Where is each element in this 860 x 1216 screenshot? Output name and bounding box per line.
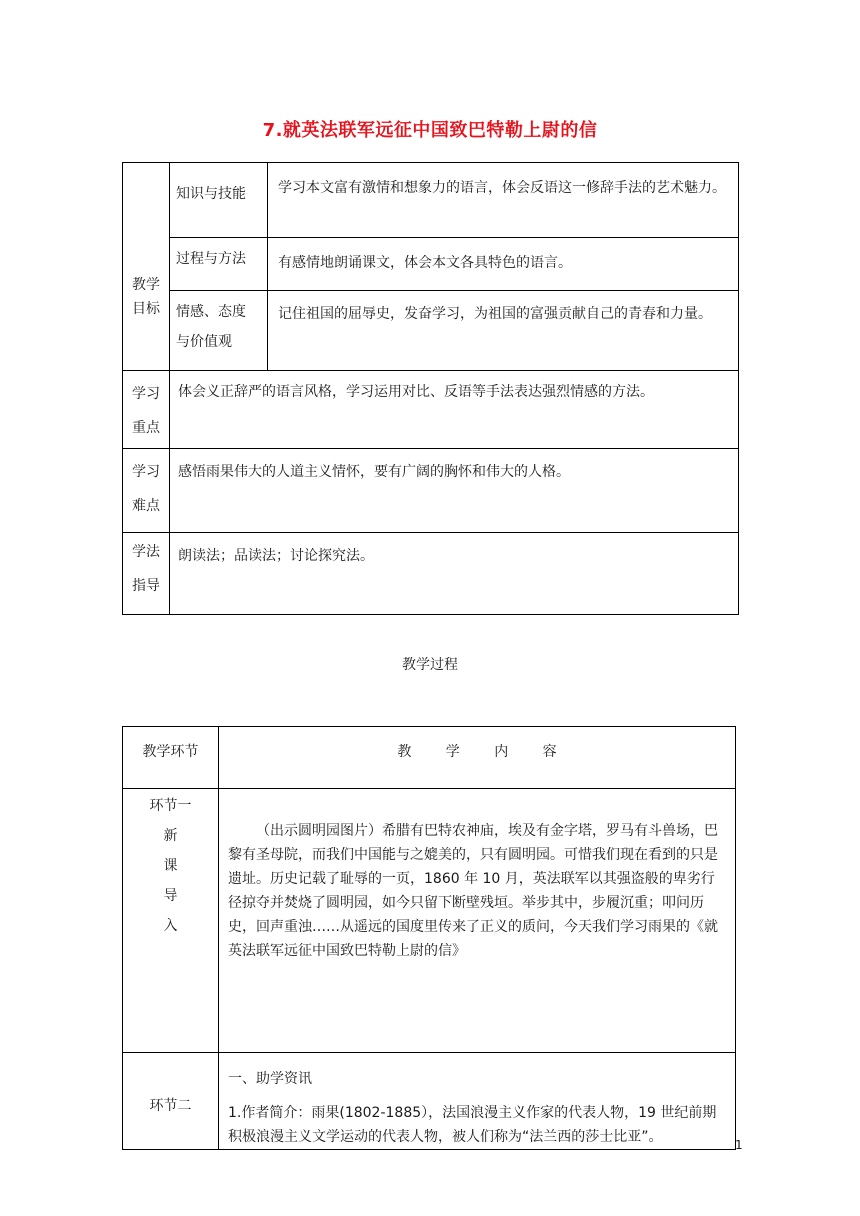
section2-content	[219, 1053, 736, 1150]
objective-text-knowledge: 学习本文富有激情和想象力的语言，体会反语这一修辞手法的艺术魅力。	[268, 163, 739, 238]
objective-label-knowledge: 知识与技能	[170, 163, 268, 238]
key-points-text: 体会义正辞严的语言风格，学习运用对比、反语等手法表达强烈情感的方法。	[170, 371, 739, 449]
objective-label-emotion: 情感、态度 与价值观	[170, 291, 268, 371]
col-header-stage: 教学环节	[123, 727, 219, 789]
objective-label-process: 过程与方法	[170, 238, 268, 291]
section1-text: （出示圆明园图片）希腊有巴特农神庙，埃及有金字塔，罗马有斗兽场，巴黎有圣母院，而我们中国能与之媲美的，只有圆明园。可惜我们现在看到的只是遗址。历史记载了耻辱的一页，1860 年 10 月，英法联军以其强盗般的卑劣行径掠夺并焚烧了圆明园，如今只留下断壁残垣。举步其中，步履沉重；叩问历史，回声重浊……从遥远的国度里传来了正义的质问，今天我们学习雨果的《就英法联军远征中国致巴特勒上尉的信》	[219, 789, 736, 1053]
objective-text-process: 有感情地朗诵课文，体会本文各具特色的语言。	[268, 238, 739, 291]
objectives-table	[122, 162, 739, 615]
objectives-label: 教学 目标	[123, 163, 170, 371]
section2-text: 1.作者简介：雨果(1802-1885），法国浪漫主义作家的代表人物，19 世纪前期积极浪漫主义文学运动的代表人物，被人们称为“法兰西的莎士比亚”。	[228, 1105, 717, 1145]
col-header-content: 教 学 内 容	[219, 727, 736, 789]
page-number: 1	[735, 1138, 743, 1152]
objective-text-emotion: 记住祖国的屈辱史，发奋学习，为祖国的富强贡献自己的青春和力量。	[268, 291, 739, 371]
section1-label: 环节一 新 课 导 入	[123, 789, 219, 1053]
document-title: 7.就英法联军远征中国致巴特勒上尉的信	[262, 120, 598, 141]
section2-heading: 一、助学资讯	[228, 1071, 312, 1087]
section2-label: 环节二	[123, 1053, 219, 1150]
process-table	[122, 726, 736, 1150]
method-label: 学法 指导	[123, 533, 170, 615]
process-heading: 教学过程	[402, 657, 458, 673]
difficulty-label: 学习 难点	[123, 449, 170, 533]
key-points-label: 学习 重点	[123, 371, 170, 449]
method-text: 朗读法；品读法；讨论探究法。	[170, 533, 739, 615]
difficulty-text: 感悟雨果伟大的人道主义情怀，要有广阔的胸怀和伟大的人格。	[170, 449, 739, 533]
